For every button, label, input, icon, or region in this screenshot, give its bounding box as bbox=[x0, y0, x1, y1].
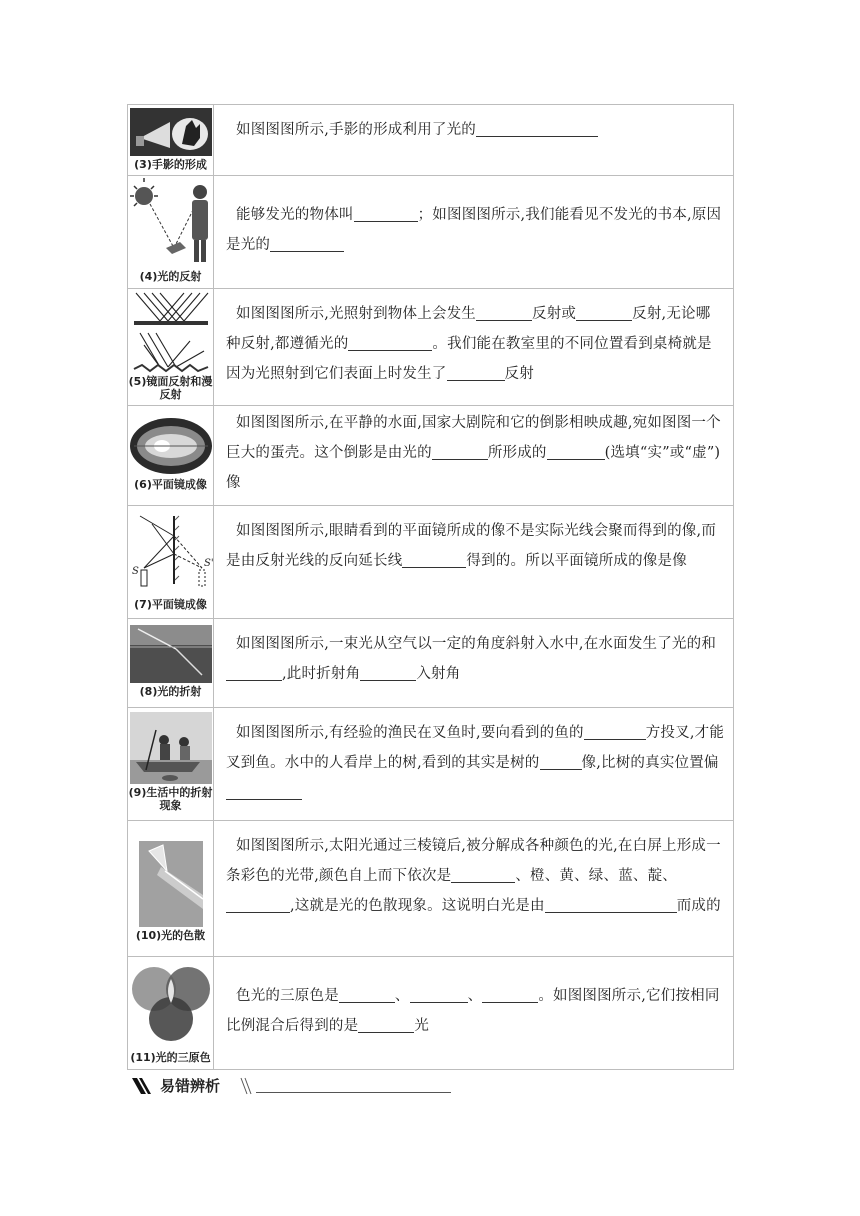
figure-caption: (4)光的反射 bbox=[139, 270, 202, 283]
double-slash-icon bbox=[240, 1078, 254, 1094]
answer-blank[interactable] bbox=[540, 753, 582, 770]
answer-blank[interactable] bbox=[576, 304, 632, 321]
figure-cell bbox=[128, 957, 214, 1070]
answer-blank[interactable] bbox=[358, 1016, 414, 1033]
answer-blank[interactable] bbox=[584, 723, 646, 740]
prism-dispersion-figure bbox=[139, 841, 203, 927]
answer-blank[interactable] bbox=[360, 664, 416, 681]
answer-blank[interactable] bbox=[270, 235, 344, 252]
answer-blank[interactable] bbox=[226, 783, 302, 800]
light-reflection-figure bbox=[130, 178, 212, 268]
title-underline bbox=[256, 1078, 451, 1093]
question-text: 如图图图所示,有经验的渔民在叉鱼时,要向看到的鱼的 方投叉,才能叉到鱼。水中的人看岸上的树,看到的其实是树的 像,比树的真实位置偏 bbox=[214, 708, 734, 821]
slash-marker-icon bbox=[132, 1078, 152, 1094]
svg-text:S': S' bbox=[203, 558, 214, 569]
answer-blank[interactable] bbox=[476, 304, 532, 321]
knowledge-table bbox=[127, 104, 734, 1070]
table-row bbox=[128, 708, 734, 821]
answer-blank[interactable] bbox=[476, 120, 598, 137]
table-row bbox=[128, 619, 734, 708]
plane-mirror-ray-figure bbox=[130, 510, 212, 596]
answer-blank[interactable] bbox=[545, 896, 677, 913]
question-text: 如图图图所示,手影的形成利用了光的 bbox=[214, 105, 734, 176]
question-text: 如图图图所示,一束光从空气以一定的角度斜射入水中,在水面发生了光的和,此时折射角 入射角 bbox=[214, 619, 734, 708]
section-title: 易错辨析 bbox=[160, 1077, 221, 1095]
figure-cell bbox=[128, 708, 214, 821]
three-primary-colors-figure bbox=[130, 963, 212, 1049]
fishing-refraction-figure bbox=[130, 712, 212, 784]
answer-blank[interactable] bbox=[451, 866, 515, 883]
figure-cell bbox=[128, 289, 214, 406]
figure-cell bbox=[128, 506, 214, 619]
answer-blank[interactable] bbox=[547, 443, 605, 460]
table-row bbox=[128, 821, 734, 957]
answer-blank[interactable] bbox=[339, 986, 395, 1003]
figure-caption: (10)光的色散 bbox=[135, 929, 206, 942]
figure-caption: (3)手影的形成 bbox=[134, 158, 207, 171]
question-text: 能够发光的物体叫 ；如图图图所示,我们能看见不发光的书本,原因是光的 bbox=[214, 176, 734, 289]
figure-caption: (11)光的三原色 bbox=[130, 1051, 211, 1064]
question-text: 如图图图所示,太阳光通过三棱镜后,被分解成各种颜色的光,在白屏上形成一条彩色的光带,颜色自上而下依次是 、橙、黄、绿、蓝、靛、,这就是光的色散现象。这说明白光是由 而成的 bbox=[214, 821, 734, 957]
figure-caption: (5)镜面反射和漫反射 bbox=[128, 375, 213, 401]
theater-reflection-figure bbox=[130, 416, 212, 476]
question-text: 如图图图所示,在平静的水面,国家大剧院和它的倒影相映成趣,宛如图图一个巨大的蛋壳。这个倒影是由光的 所形成的 (选填“实”或“虚”)像 bbox=[214, 406, 734, 506]
answer-blank[interactable] bbox=[348, 334, 432, 351]
answer-blank[interactable] bbox=[410, 986, 468, 1003]
table-row bbox=[128, 506, 734, 619]
table-row bbox=[128, 176, 734, 289]
refraction-photo-figure bbox=[130, 625, 212, 683]
figure-cell bbox=[128, 821, 214, 957]
question-text: 如图图图所示,光照射到物体上会发生 反射或 反射,无论哪种反射,都遵循光的 。我们能在教室里的不同位置看到桌椅就是因为光照射到它们表面上时发生了 反射 bbox=[214, 289, 734, 406]
table-row bbox=[128, 105, 734, 176]
hand-shadow-figure bbox=[130, 108, 212, 156]
table-row bbox=[128, 957, 734, 1070]
figure-caption: (9)生活中的折射现象 bbox=[128, 786, 213, 812]
answer-blank[interactable] bbox=[402, 551, 466, 568]
answer-blank[interactable] bbox=[432, 443, 488, 460]
figure-caption: (8)光的折射 bbox=[139, 685, 202, 698]
section-header bbox=[132, 1075, 451, 1096]
answer-blank[interactable] bbox=[226, 664, 282, 681]
question-text: 色光的三原色是 、 、 。如图图图所示,它们按相同比例混合后得到的是 光 bbox=[214, 957, 734, 1070]
table-row bbox=[128, 406, 734, 506]
worksheet bbox=[127, 104, 734, 1070]
answer-blank[interactable] bbox=[354, 205, 418, 222]
answer-blank[interactable] bbox=[447, 364, 505, 381]
figure-caption: (6)平面镜成像 bbox=[134, 478, 207, 491]
figure-cell bbox=[128, 105, 214, 176]
figure-cell bbox=[128, 176, 214, 289]
specular-diffuse-figure bbox=[130, 291, 212, 373]
question-text: 如图图图所示,眼睛看到的平面镜所成的像不是实际光线会聚而得到的像,而是由反射光线的反向延长线 得到的。所以平面镜所成的像是像 bbox=[214, 506, 734, 619]
figure-caption: (7)平面镜成像 bbox=[134, 598, 207, 611]
figure-cell bbox=[128, 619, 214, 708]
answer-blank[interactable] bbox=[226, 896, 290, 913]
table-row bbox=[128, 289, 734, 406]
answer-blank[interactable] bbox=[482, 986, 538, 1003]
figure-cell bbox=[128, 406, 214, 506]
svg-text:S: S bbox=[131, 566, 139, 577]
